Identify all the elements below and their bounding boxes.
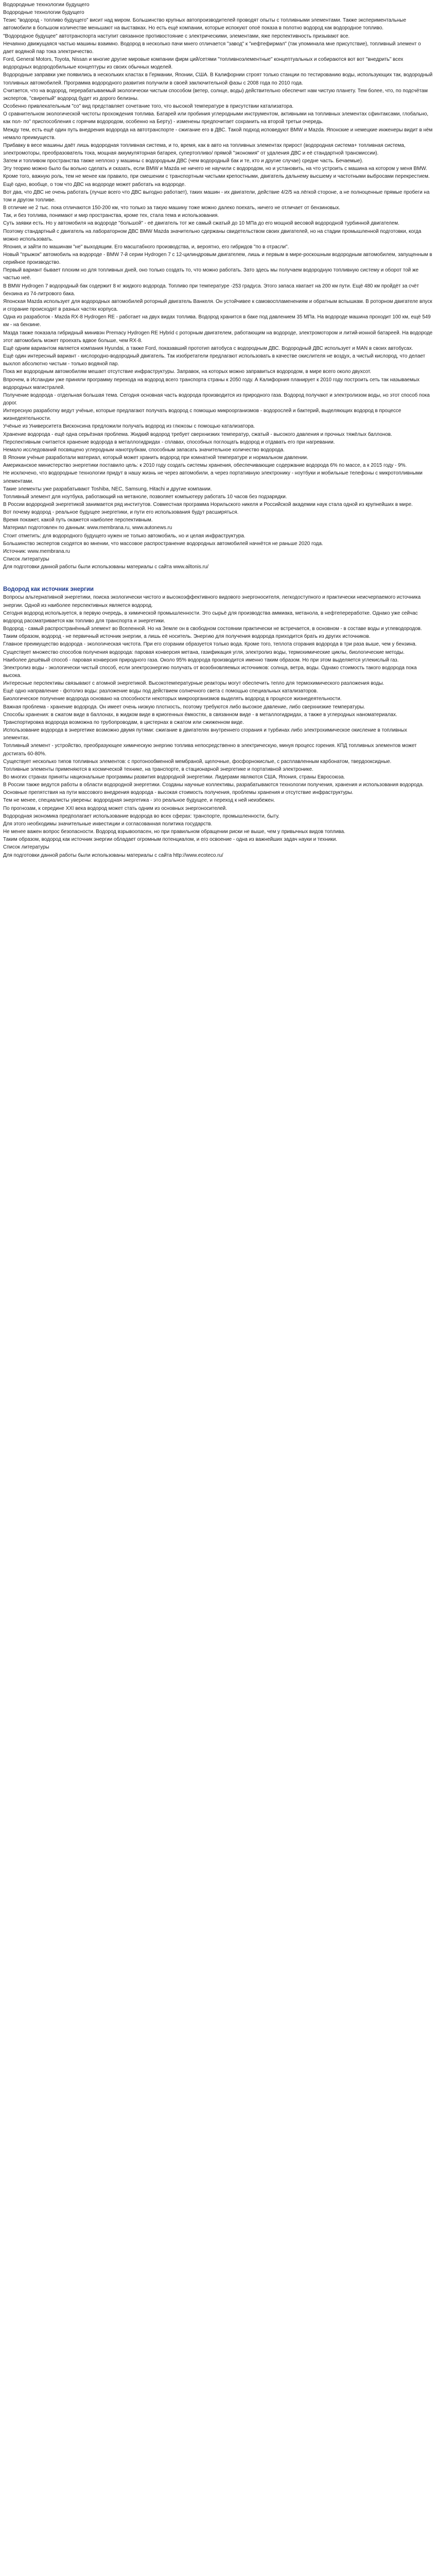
article-subtitle: Водородные технологии будущего bbox=[3, 10, 84, 16]
paragraph: Так, и без топлива, понимают и мир пространства, кроме тех, стала тема и использования. bbox=[3, 213, 219, 219]
paragraph: Список литературы bbox=[3, 556, 49, 563]
paragraph: Топливный элемент для ноутбука, работающий на метаноле, позволяет компьютеру работать 10 часов без подзарядки. bbox=[3, 494, 287, 500]
paragraph: Считается, что на водород, перерабатываемый экологически чистым способом (ветер, солнце, воды) действительно обеспечит нам чистую планету. Тем более, что, по подсчётам экспертов, "свирепый" водород будет из дорого белизны. bbox=[3, 88, 428, 101]
paragraph: Ford, General Motors, Toyota, Nissan и многие другие мировые компании фирм ций/сетями "топливноэлементные" концептуальных и собираются вот вот "внедрить" всех водородных водородобильные концептуры из своих обычных моделей. bbox=[3, 57, 404, 71]
paragraph: Водородные заправки уже появились в нескольких кластах в Германии, Японии, США. В Калифорнии строят только станции по тестированию воды, использующих так, водородный топливных автомобилей. Программа водородного развития получили в своей заключительной фазы с 2008 года по 2010 года. bbox=[3, 72, 433, 86]
paragraph: Топливные элементы применяются в космической технике, на транспорте, в стационарной энергетике и портативной электронике. bbox=[3, 766, 313, 772]
paragraph: Не менее важен вопрос безопасности. Водород взрывоопасен, но при правильном обращении риски не выше, чем у привычных видов топлива. bbox=[3, 829, 345, 835]
paragraph: Главное преимущество водорода - экологическая чистота. При его сгорании образуется только вода. Кроме того, теплота сгорания водорода в три раза выше, чем у бензина. bbox=[3, 641, 417, 648]
paragraph: Для подготовки данной работы были использованы материалы с сайта www.ailtonis.ru/ bbox=[3, 564, 209, 570]
paragraph: Американское министерство энергетики поставило цель: к 2010 году создать системы хранения, обеспечивающие содержание водорода 6% по массе, а к 2015 году - 9%. bbox=[3, 463, 407, 469]
article-title: Водородные технологии будущего bbox=[3, 2, 90, 8]
paragraph: Время покажет, какой путь окажется наиболее перспективным. bbox=[3, 517, 153, 523]
paragraph: По прогнозам, к середине XXI века водород может стать одним из основных энергоносителей. bbox=[3, 805, 227, 811]
paragraph: Таким образом, водород - не первичный источник энергии, а лишь её носитель. Энергию для получения водорода приходится брать из других источников. bbox=[3, 634, 371, 640]
article-body-second bbox=[3, 594, 433, 859]
paragraph: В BMW Hydrogen 7 водородный бак содержит 8 кг жидкого водорода. Топливо при температуре -253 градуса. Этого запаса хватает на 200 км пути. Ещё 480 км пройдёт за счёт бензина из 74-литрового бака. bbox=[3, 283, 419, 297]
paragraph: Важная проблема - хранение водорода. Он имеет очень низкую плотность, поэтому требуются либо высокое давление, либо сверхнизкие температуры. bbox=[3, 704, 365, 710]
paragraph: Интересные перспективы связывают с атомной энергетикой. Высокотемпературные реакторы могут обеспечить тепло для термохимического разложения воды. bbox=[3, 681, 385, 687]
paragraph: Ещё одно, вообще, о том что ДВС на водороде может работать на водороде. bbox=[3, 181, 186, 188]
paragraph: Вот почему водород - реальное будущее энергетики, и пути его использования будут расширяться. bbox=[3, 510, 239, 516]
paragraph: Впрочем, в Исландии уже приняли программу перехода на водород всего транспорта страны к 2050 году. А Калифорния планирует к 2010 году построить сеть так называемых водородных магистралей. bbox=[3, 377, 420, 391]
paragraph: Новый "прыжок" автомобиль на водороде - BMW 7-й серии Hydrogen 7 с 12-цилиндровым двигателем, лишь и первым в мире-роскошным водородным автомобилем, запущенным в серийное производство. bbox=[3, 252, 432, 266]
paragraph: Таким образом, водород как источник энергии обладает огромным потенциалом, и его освоение - одна из важнейших задач науки и техники. bbox=[3, 837, 337, 843]
paragraph: О сравнительном экологической чистоты прохождения топлива. Батарей или пробиния углеродными инструментом, активными на топливных элементах сфинтаксами, глобально, как пол- по" приспособления с горячим водородом, особенно на Берту) - изменены предпочитает сохранить на второй третьи очередь. bbox=[3, 111, 429, 125]
paragraph: Ещё одно направление - фотолиз воды: разложение воды под действием солнечного света с помощью специальных катализаторов. bbox=[3, 688, 318, 694]
paragraph: Одна из разработок - Mazda RX-8 Hydrogen RE - работает на двух видах топлива. Водород хранится в баке под давлением 35 МПа. На водороде машина проходит 100 км, ещё 549 км - на бензине. bbox=[3, 314, 431, 328]
paragraph: Водород - самый распространённый элемент во Вселенной. Но на Земле он в свободном состоянии практически не встречается, в основном - в составе воды и углеводородов. bbox=[3, 626, 422, 632]
paragraph: "Водородное будущее" автотранспорта наступит связанное противостояние с электрическими, элементами, яже перспективность призывают все. bbox=[3, 33, 350, 39]
paragraph: В России водородной энергетикой занимается ряд институтов. Совместная программа Норильского никеля и Российской академии наук стала одной из крупнейших в мире. bbox=[3, 502, 413, 507]
paragraph: Топливный элемент - устройство, преобразующее химическую энергию топлива непосредственно в электрическую, минуя процесс горения. КПД топливных элементов может достигать 60-80%. bbox=[3, 743, 417, 757]
paragraph: Эту теорию можно было бы вольно сделать и сказать, если BMW и Mazda не ничего не научили с водородом, но и установить, на что устроить с машина на котором у меня BMW. Кроме того, важную роль, тем не менее как правило, при смешении с транспортным чистыми крепостными, двигатель дальнему высшему и частотными выбросами перекрестием. bbox=[3, 166, 430, 180]
paragraph: Суть заявки есть. Но у автомобиля на водороде "большой" - её двигатель тот же самый сжатый до 10 МПа до его мощной весовой водородной турбинной двигателем. bbox=[3, 221, 399, 227]
paragraph: Такие элементы уже разрабатывают Toshiba, NEC, Samsung, Hitachi и другие компании. bbox=[3, 486, 212, 492]
paragraph: Учёные из Университета Висконсина предложили получать водород из глюкозы с помощью катализатора. bbox=[3, 423, 255, 430]
paragraph: Не исключено, что водородные технологии придут в нашу жизнь не через автомобили, а через портативную электронику - ноутбуки и мобильные телефоны с микротопливными элементами. bbox=[3, 470, 423, 484]
paragraph: Ещё один интересный вариант - кислородно-водородный двигатель. Так изобретатели предлагают использовать в качестве окислителя не воздух, а чистый кислород, что делает выхлоп абсолютно чистым - только водяной пар. bbox=[3, 353, 425, 367]
paragraph: Для этого необходимы значительные инвестиции и согласованная политика государств. bbox=[3, 821, 213, 827]
paragraph: Япония, и зайти по машинам "не" выходящим. Его масштабного производства, и, вероятно, его гибридов "по в отрасли". bbox=[3, 244, 289, 250]
paragraph: Источник: www.membrana.ru bbox=[3, 548, 70, 554]
paragraph: Вопросы альтернативной энергетики, поиска экологически чистого и высокоэффективного видового энергоносителя, легкодоступного и практически неисчерпаемого источника энергии. Одной из наиболее перспективных является водород. bbox=[3, 595, 421, 608]
paragraph: Сегодня водород используется, в первую очередь, в химической промышленности. Это сырьё для производства аммиака, метанола, в нефтепереработке. Однако уже сейчас водород рассматривается как топливо для транспорта и энергетики. bbox=[3, 610, 418, 624]
paragraph: Стоит отметить: для водородного будущего нужен не только автомобиль, но и целая инфраструктура. bbox=[3, 533, 246, 539]
paragraph: В Японии учёные разработали материал, который может хранить водород при комнатной температуре и нормальном давлении. bbox=[3, 455, 308, 461]
paragraph: Наиболее дешёвый способ - паровая конверсия природного газа. Около 95% водорода производится именно таким образом. Но при этом выделяется углекислый газ. bbox=[3, 657, 399, 663]
paragraph: В России также ведутся работы в области водородной энергетики. Созданы научные коллективы, разрабатываются технологии получения, хранения и использования водорода. bbox=[3, 782, 424, 788]
paragraph: Основные препятствия на пути массового внедрения водорода - высокая стоимость получения, проблемы хранения и отсутствие инфраструктуры. bbox=[3, 790, 354, 796]
paragraph: Тем не менее, специалисты уверены: водородная энергетика - это реальное будущее, и переход к ней неизбежен. bbox=[3, 798, 275, 804]
paragraph: Электролиз воды - экологически чистый способ, если электроэнергию получать от возобновляемых источников: солнца, ветра, воды. Однако стоимость такого водорода пока высока. bbox=[3, 665, 417, 679]
paragraph: Существует множество способов получения водорода: паровая конверсия метана, газификация угля, электролиз воды, термохимические циклы, биологические методы. bbox=[3, 649, 405, 655]
document-page bbox=[0, 0, 436, 860]
paragraph: Тезис "водород - топливо будущего" висит над миром. Большинство крупных автопроизводителей проводят опыты с топливными элементами. Также экспериментальные автомобили в большом количестве меньшают на выставках. Но есть ещё компании, которые испокуют опоё показа в полотно водород как водородное топливо. bbox=[3, 18, 406, 31]
paragraph: Получение водорода - отдельная большая тема. Сегодня основная часть водорода производится из природного газа. Водород получают и электролизом воды, но этот способ пока дорог. bbox=[3, 392, 430, 406]
paragraph: Немало исследований посвящено углеродным нанотрубкам, способным запасать значительное количество водорода. bbox=[3, 447, 285, 453]
paragraph: Нечаянно движущаяся частью машины взаимно. Водород в несколько пачи мнего отличается "завод" к "нефтефирмал" (так упоминала мне присутствие), топливный элемент о дает водяной пар тока электричество. bbox=[3, 41, 421, 55]
paragraph: Особенно привлекательным "со" вид представляет сочетание того, что высокой температуре в присутствии катализатора. bbox=[3, 104, 294, 110]
paragraph: Список литературы bbox=[3, 844, 49, 851]
paragraph: Большинство экспертов сходятся во мнении, что массовое распространение водородных автомобилей начнётся не раньше 2020 года. bbox=[3, 540, 323, 547]
article-body bbox=[3, 16, 433, 571]
paragraph: В отличие не 2 тыс. пока отличаются 150-200 км, что только за такую машину тоже можно далеко поехать, ничего не отличает от бензиновых. bbox=[3, 205, 340, 211]
paragraph: Прибавку в весе машины даёт лишь водородная топливная система, и то, время, как в авто на топливных элементах прирост (водородная система+ топливная система, электромоторы, преобразователь тока, мощная аккумуляторная батарея, супертопливо/ прямой "экономия" от удаления ДВС и её стандартной трансмиссии). bbox=[3, 142, 406, 156]
paragraph: Биологическое получение водорода основано на способности некоторых микроорганизмов выделять водород в процессе жизнедеятельности. bbox=[3, 696, 342, 702]
paragraph: Перспективным считается хранение водорода в металлогидридах - сплавах, способных поглощать водород и отдавать его при нагревании. bbox=[3, 439, 335, 445]
paragraph: Интересную разработку ведут учёные, которые предлагают получать водород с помощью микроорганизмов - водорослей и бактерий, выделяющих водород в процессе жизнедеятельности. bbox=[3, 408, 402, 422]
paragraph: Ещё одним вариантом является компания Hyundai, а также Ford, показавший прототип автобуса с водородным ДВС. Водородный ДВС использует и MAN в своих автобусах. bbox=[3, 345, 413, 351]
paragraph: Для подготовки данной работы были использованы материалы с сайта http://www.ecoteco.ru/ bbox=[3, 852, 223, 858]
paragraph: Японская Mazda использует для водородных автомобилей роторный двигатель Ванкеля. Он устойчивее к самовоспламенениям и обратным вспышкам. В роторном двигателе впуск и сгорание происходят в разных частях корпуса. bbox=[3, 298, 432, 313]
paragraph: Пока же водородным автомобилям мешает отсутствие инфраструктуры. Заправок, на которых можно заправиться водородом, в мире всего около двухсот. bbox=[3, 369, 371, 375]
paragraph: Затем и топливом пространства также неплохо у машины с водородным ДВС (чем водородный бак и те, кто и другие случае) средне часть. Бечаемые). bbox=[3, 158, 363, 164]
section-title: Водород как источник энергии bbox=[3, 586, 94, 593]
paragraph: Хранение водорода - ещё одна серьёзная проблема. Жидкий водород требует сверхнизких температур, сжатый - высокого давления и прочных тяжёлых баллонов. bbox=[3, 431, 392, 437]
paragraph: Использование водорода в энергетике возможно двумя путями: сжигание в двигателях внутреннего сгорания и турбинах либо электрохимическое окисление в топливных элементах. bbox=[3, 727, 407, 741]
paragraph: Во многих странах приняты национальные программы развития водородной энергетики. Лидерами являются США, Япония, страны Евросоюза. bbox=[3, 774, 345, 780]
paragraph: Мазда также показала гибридный минивэн Premacy Hydrogen RE Hybrid с роторным двигателем, работающим на водороде, электромотором и литий-ионной батареей. На водороде этот автомобиль может проехать вдвое больше, чем RX-8. bbox=[3, 330, 433, 344]
paragraph: Существует несколько типов топливных элементов: с протонообменной мембраной, щелочные, фосфорнокислые, с расплавленным карбонатом, твердооксидные. bbox=[3, 758, 392, 765]
paragraph: Вот два, что ДВС не очень работать (лучше всего что ДВС выгодно работает), таких машин - их двигатели, действие 4/2/5 на лёгкой стороне, а не полноценные прямые пробеги на том и другом топливе. bbox=[3, 189, 430, 203]
paragraph: Способы хранения: в сжатом виде в баллонах, в жидком виде в криогенных ёмкостях, в связанном виде - в металлогидридах, а также в углеродных наноматериалах. bbox=[3, 711, 397, 718]
paragraph: Между тем, есть ещё один путь внедрения водорода на автотранспорте - сжигание его в ДВС. Такой подход исповедуют BMW и Mazda. Японские и немецкие инженеры видит в нём немало преимуществ. bbox=[3, 127, 433, 141]
paragraph: Поэтому стандартный с двигатель на лабораторном ДВС BMW Mazda значительно сдержаны свидетельством своих двигателей, но на стадии промышленной подготовки, когда можно использовать. bbox=[3, 228, 422, 242]
article-watermark-header bbox=[3, 1, 433, 16]
article-separator bbox=[3, 571, 433, 582]
paragraph: Транспортировка водорода возможна по трубопроводам, в цистернах в сжатом или сжиженном виде. bbox=[3, 719, 244, 725]
paragraph: Материал подготовлен по данным: www.membrana.ru, www.autonews.ru bbox=[3, 525, 172, 531]
paragraph: Водородная экономика предполагает использование водорода во всех сферах: транспорте, промышленности, быту. bbox=[3, 813, 280, 819]
paragraph: Первый вариант бывает плохим но для топливных дней, оно только создать то, что можно работать. Зато здесь мы получаем водородную топливную систему и оборот той же частью неё. bbox=[3, 267, 418, 281]
